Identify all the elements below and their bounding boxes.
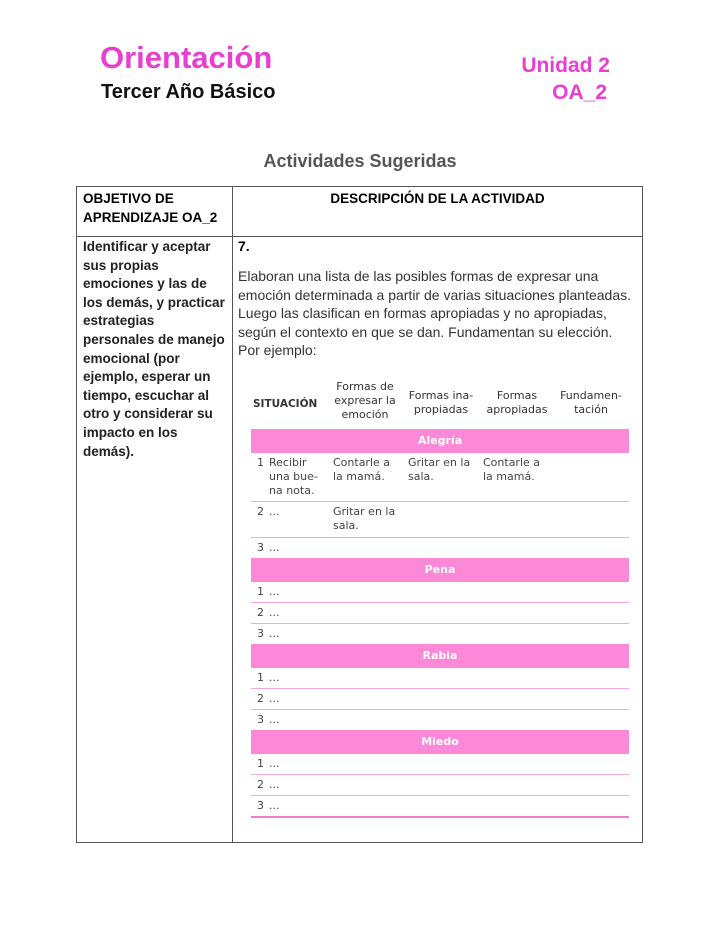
- table-row: [251, 603, 629, 624]
- row-number: 1: [257, 671, 264, 684]
- objective-text: Identificar y aceptar sus propias emociones y las de los demás, y practicar estrategias personales de manejo emocional (por ejemplo, esperar un tiempo, escuchar al otro y considerar su impacto en los demás).: [83, 239, 225, 459]
- col-header-inapropiadas: Formas ina-propiadas: [408, 389, 474, 416]
- table-row: [251, 538, 629, 558]
- row-situacion: ...: [269, 606, 280, 619]
- row-number: 2: [257, 778, 264, 791]
- subject-title: Orientación: [100, 40, 273, 75]
- row-number: 2: [257, 505, 264, 518]
- activity-number: 7.: [238, 238, 250, 254]
- column-divider: [232, 187, 233, 842]
- row-situacion: ...: [269, 757, 280, 770]
- row-number: 3: [257, 799, 264, 812]
- table-row: [251, 796, 629, 818]
- row-situacion: Recibir una bue-na nota.: [269, 456, 318, 497]
- description-column-header: DESCRIPCIÓN DE LA ACTIVIDAD: [330, 191, 545, 206]
- table-row: [251, 689, 629, 710]
- table-row: [251, 453, 629, 502]
- row-number: 3: [257, 713, 264, 726]
- section-title: Actividades Sugeridas: [263, 151, 457, 171]
- example-table-header: [251, 377, 629, 429]
- objective-column-header: OBJETIVO DE APRENDIZAJE OA_2: [83, 191, 218, 225]
- row-number: 2: [257, 692, 264, 705]
- table-row: [251, 775, 629, 796]
- col-header-situacion: SITUACIÓN: [253, 398, 318, 410]
- row-situacion: ...: [269, 505, 280, 518]
- row-number: 3: [257, 627, 264, 640]
- table-row: [251, 502, 629, 538]
- row-apropiadas: Contarle a la mamá.: [483, 456, 541, 483]
- table-row: [251, 710, 629, 730]
- unit-label: Unidad 2: [521, 54, 610, 77]
- col-header-formas: Formas de expresar la emoción: [334, 380, 396, 421]
- row-number: 3: [257, 541, 264, 554]
- oa-label: OA_2: [552, 81, 607, 104]
- row-situacion: ...: [269, 799, 280, 812]
- header-row-divider: [77, 236, 642, 237]
- row-situacion: ...: [269, 627, 280, 640]
- activities-table: [76, 186, 643, 843]
- row-inapropiadas: Gritar en la sala.: [408, 456, 471, 483]
- row-number: 1: [257, 456, 264, 469]
- col-header-apropiadas: Formas apropiadas: [486, 389, 548, 416]
- row-situacion: ...: [269, 585, 280, 598]
- row-number: 1: [257, 585, 264, 598]
- table-row: [251, 754, 629, 775]
- table-row: [251, 668, 629, 689]
- table-row: [251, 624, 629, 644]
- activity-description: Elaboran una lista de las posibles formas de expresar una emoción determinada a partir de varias situaciones planteadas. Luego las clasifican en formas apropiadas y no apropiadas, según el contexto en que se dan. Fundamentan su elección. Por ejemplo:: [238, 268, 632, 359]
- row-situacion: ...: [269, 778, 280, 791]
- row-number: 2: [257, 606, 264, 619]
- emotion-band-miedo: Miedo: [251, 730, 629, 754]
- example-table: [251, 377, 629, 818]
- table-row: [251, 582, 629, 603]
- row-situacion: ...: [269, 713, 280, 726]
- row-formas: Contarle a la mamá.: [333, 456, 391, 483]
- row-formas: Gritar en la sala.: [333, 505, 396, 532]
- row-situacion: ...: [269, 671, 280, 684]
- row-situacion: ...: [269, 541, 280, 554]
- emotion-band-alegria: Alegría: [251, 429, 629, 453]
- emotion-band-rabia: Rabia: [251, 644, 629, 668]
- col-header-fundamentacion: Fundamen-tación: [560, 389, 622, 416]
- grade-label: Tercer Año Básico: [101, 81, 276, 103]
- emotion-band-pena: Pena: [251, 558, 629, 582]
- row-number: 1: [257, 757, 264, 770]
- row-situacion: ...: [269, 692, 280, 705]
